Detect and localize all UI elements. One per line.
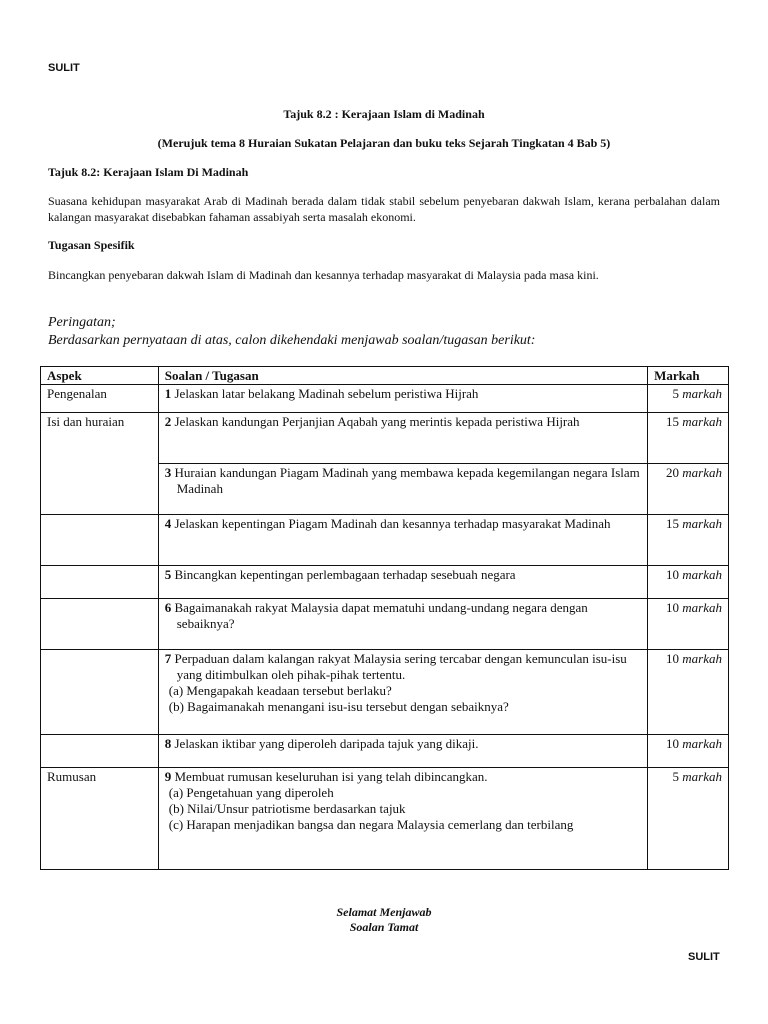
sulit-header: SULIT	[48, 62, 80, 74]
warning-instruction: Berdasarkan pernyataan di atas, calon dikehendaki menjawab soalan/tugasan berikut:	[48, 333, 536, 348]
marks-unit: markah	[682, 567, 722, 582]
aspect-label: Rumusan	[41, 768, 159, 870]
question-text: Perpaduan dalam kalangan rakyat Malaysia sering tercabar dengan kemunculan isu-isu yang ditimbulkan oleh pihak-pihak tertentu.	[174, 651, 627, 682]
table-row	[41, 515, 729, 566]
aspect-label: Isi dan huraian	[41, 413, 159, 464]
table-row	[41, 464, 729, 515]
task-heading: Tugasan Spesifik	[48, 238, 135, 252]
marks-value: 10	[666, 600, 680, 615]
question-text: Jelaskan kepentingan Piagam Madinah dan kesannya terhadap masyarakat Madinah	[174, 516, 611, 531]
question-text: Membuat rumusan keseluruhan isi yang telah dibincangkan.	[174, 769, 488, 784]
question-number: 2	[164, 414, 172, 429]
marks-value: 15	[666, 414, 680, 429]
table-row	[41, 650, 729, 735]
header-aspect: Aspek	[41, 367, 159, 385]
marks-value: 20	[666, 465, 680, 480]
sub-question: (b) Nilai/Unsur patriotisme berdasarkan tajuk	[168, 801, 406, 816]
marks-unit: markah	[682, 465, 722, 480]
marks-unit: markah	[682, 736, 722, 751]
marks-unit: markah	[682, 769, 722, 784]
table-row	[41, 566, 729, 599]
aspect-label: Pengenalan	[41, 385, 159, 413]
marks-unit: markah	[682, 386, 722, 401]
section-heading: Tajuk 8.2: Kerajaan Islam Di Madinah	[48, 165, 249, 179]
question-number: 5	[164, 567, 172, 582]
table-row	[41, 599, 729, 650]
task-text: Bincangkan penyebaran dakwah Islam di Madinah dan kesannya terhadap masyarakat di Malaysia pada masa kini.	[48, 268, 599, 282]
table-row	[41, 413, 729, 464]
question-text: Bagaimanakah rakyat Malaysia dapat mematuhi undang-undang negara dengan sebaiknya?	[174, 600, 588, 631]
header-question: Soalan / Tugasan	[158, 367, 647, 385]
question-text: Bincangkan kepentingan perlembagaan terhadap sesebuah negara	[174, 567, 516, 582]
marks-value: 15	[666, 516, 680, 531]
question-number: 7	[164, 651, 172, 666]
questions-table	[40, 366, 729, 870]
sub-question: (a) Mengapakah keadaan tersebut berlaku?	[168, 683, 392, 698]
question-text: Jelaskan iktibar yang diperoleh daripada tajuk yang dikaji.	[174, 736, 479, 751]
marks-value: 10	[666, 651, 680, 666]
marks-unit: markah	[682, 516, 722, 531]
closing-greeting: Selamat Menjawab	[336, 905, 432, 919]
marks-value: 10	[666, 567, 680, 582]
question-text: Huraian kandungan Piagam Madinah yang membawa kepada kegemilangan negara Islam Madinah	[174, 465, 640, 496]
marks-unit: markah	[682, 651, 722, 666]
document-title: Tajuk 8.2 : Kerajaan Islam di Madinah	[283, 107, 485, 121]
table-header-row	[41, 367, 729, 385]
table-row	[41, 385, 729, 413]
question-number: 1	[164, 386, 172, 401]
marks-unit: markah	[682, 414, 722, 429]
question-number: 3	[164, 465, 172, 480]
question-number: 8	[164, 736, 172, 751]
question-text: Jelaskan kandungan Perjanjian Aqabah yang merintis kepada peristiwa Hijrah	[174, 414, 580, 429]
question-number: 6	[164, 600, 172, 615]
sub-question: (a) Pengetahuan yang diperoleh	[168, 785, 334, 800]
table-row	[41, 768, 729, 870]
closing-end: Soalan Tamat	[349, 920, 419, 934]
document-subtitle: (Merujuk tema 8 Huraian Sukatan Pelajaran dan buku teks Sejarah Tingkatan 4 Bab 5)	[157, 136, 611, 150]
marks-value: 10	[666, 736, 680, 751]
sulit-footer: SULIT	[688, 951, 720, 963]
warning-title: Peringatan;	[48, 315, 116, 330]
question-text: Jelaskan latar belakang Madinah sebelum peristiwa Hijrah	[174, 386, 479, 401]
question-number: 9	[164, 769, 172, 784]
header-marks: Markah	[648, 367, 729, 385]
question-number: 4	[164, 516, 172, 531]
marks-unit: markah	[682, 600, 722, 615]
sub-question: (b) Bagaimanakah menangani isu-isu tersebut dengan sebaiknya?	[168, 699, 509, 714]
sub-question: (c) Harapan menjadikan bangsa dan negara Malaysia cemerlang dan terbilang	[168, 817, 574, 832]
warning-block	[48, 314, 535, 350]
intro-paragraph: Suasana kehidupan masyarakat Arab di Madinah berada dalam tidak stabil sebelum penyebaran dakwah Islam, kerana perbalahan dalam kalangan masyarakat disebabkan fahaman assabiyah serta masalah ekonomi.	[48, 194, 720, 224]
table-row	[41, 735, 729, 768]
marks-value: 5	[672, 386, 680, 401]
marks-value: 5	[672, 769, 680, 784]
